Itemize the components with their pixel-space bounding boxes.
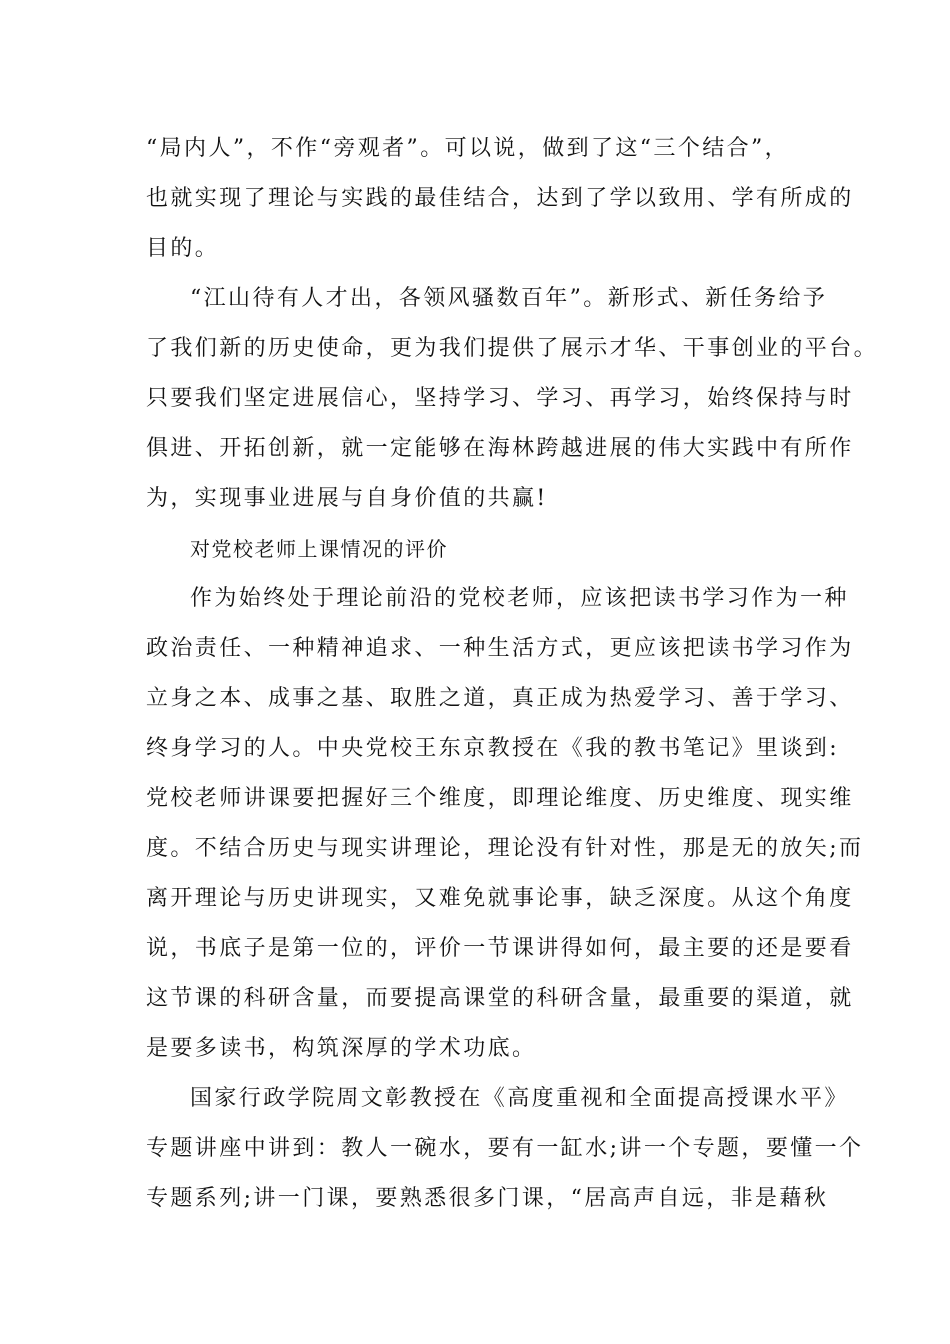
paragraph-line: 是要多读书，构筑深厚的学术功底。	[146, 1036, 537, 1061]
paragraph-line: 说，书底子是第一位的，评价一节课讲得如何，最主要的还是要看	[146, 936, 854, 961]
paragraph-line: 专题系列;讲一门课，要熟悉很多门课，“居高声自远，非是藉秋	[146, 1186, 829, 1211]
paragraph-line: 离开理论与历史讲现实，又难免就事论事，缺乏深度。从这个角度	[146, 886, 854, 911]
paragraph-line: 俱进、开拓创新，就一定能够在海林跨越进展的伟大实践中有所作	[146, 436, 854, 461]
paragraph-line: “局内人”，不作“旁观者”。可以说，做到了这“三个结合”，	[146, 136, 790, 161]
paragraph-line: 只要我们坚定进展信心，坚持学习、学习、再学习，始终保持与时	[146, 386, 854, 411]
paragraph-line: 终身学习的人。中央党校王东京教授在《我的教书笔记》里谈到:	[146, 736, 840, 761]
paragraph-line: 为，实现事业进展与自身价值的共赢!	[146, 486, 548, 511]
paragraph-line: 目的。	[146, 236, 220, 261]
paragraph-line: 也就实现了理论与实践的最佳结合，达到了学以致用、学有所成的	[146, 186, 854, 211]
paragraph-line: 政治责任、一种精神追求、一种生活方式，更应该把读书学习作为	[146, 636, 854, 661]
paragraph-line: 党校老师讲课要把握好三个维度，即理论维度、历史维度、现实维	[146, 786, 854, 811]
paragraph-line: 立身之本、成事之基、取胜之道，真正成为热爱学习、善于学习、	[146, 686, 854, 711]
paragraph-line: 度。不结合历史与现实讲理论，理论没有针对性，那是无的放矢;而	[146, 836, 864, 861]
section-heading: 对党校老师上课情况的评价	[190, 537, 448, 561]
paragraph-line: 了我们新的历史使命，更为我们提供了展示才华、干事创业的平台。	[146, 336, 879, 361]
paragraph-line: “江山待有人才出，各领风骚数百年”。新形式、新任务给予	[190, 286, 828, 311]
paragraph-line: 专题讲座中讲到：教人一碗水，要有一缸水;讲一个专题，要懂一个	[146, 1136, 864, 1161]
paragraph-line: 作为始终处于理论前沿的党校老师，应该把读书学习作为一种	[190, 586, 849, 611]
paragraph-line: 这节课的科研含量，而要提高课堂的科研含量，最重要的渠道，就	[146, 986, 854, 1011]
paragraph-line: 国家行政学院周文彰教授在《高度重视和全面提高授课水平》	[190, 1086, 849, 1111]
